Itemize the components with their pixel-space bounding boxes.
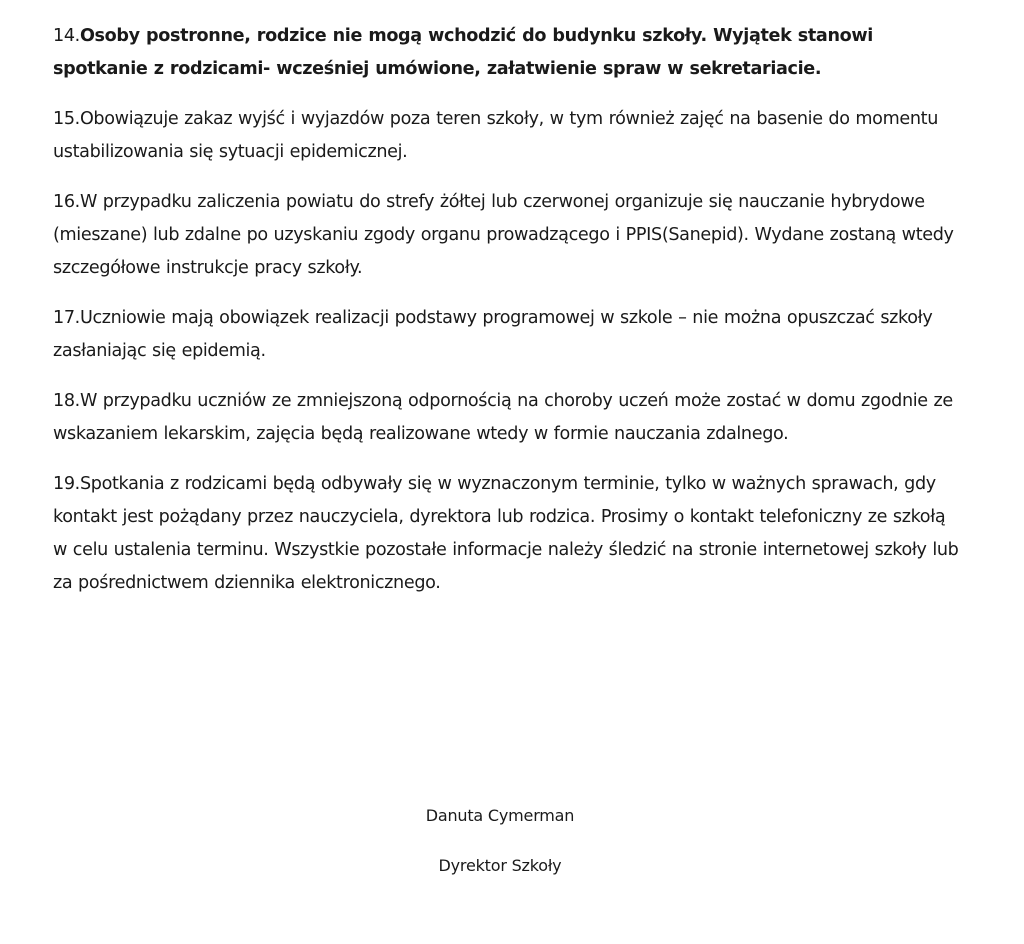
document-body [53, 20, 963, 617]
paragraph-text: W przypadku zaliczenia powiatu do strefy żółtej lub czerwonej organizuje się nauczanie hybrydowe (mieszane) lub zdalne po uzyskaniu zgody organu prowadzącego i PPIS(Sanepid). Wydane zostaną wtedy szczegółowe instrukcje pracy szkoły. [53, 192, 954, 278]
paragraph-number: 17. [53, 308, 80, 328]
paragraph-14 [53, 20, 963, 86]
paragraph-number: 15. [53, 109, 80, 129]
paragraph-number: 14. [53, 26, 80, 46]
paragraph-number: 18. [53, 391, 80, 411]
paragraph-15 [53, 103, 963, 169]
paragraph-17 [53, 302, 963, 368]
paragraph-18 [53, 385, 963, 451]
paragraph-text: Spotkania z rodzicami będą odbywały się w wyznaczonym terminie, tylko w ważnych sprawach, gdy kontakt jest pożądany przez nauczyciela, dyrektora lub rodzica. Prosimy o kontakt telefoniczny ze szkołą w celu ustalenia terminu. Wszystkie pozostałe informacje należy śledzić na stronie internetowej szkoły lub za pośrednictwem dziennika elektronicznego. [53, 474, 959, 593]
signature-role: Dyrektor Szkoły [438, 856, 562, 875]
paragraph-number: 19. [53, 474, 80, 494]
signature-name: Danuta Cymerman [425, 806, 575, 825]
paragraph-text: W przypadku uczniów ze zmniejszoną odpornością na choroby uczeń może zostać w domu zgodnie ze wskazaniem lekarskim, zajęcia będą realizowane wtedy w formie nauczania zdalnego. [53, 391, 953, 444]
paragraph-number: 16. [53, 192, 80, 212]
paragraph-19 [53, 468, 963, 600]
paragraph-16 [53, 186, 963, 285]
paragraph-text: Uczniowie mają obowiązek realizacji podstawy programowej w szkole – nie można opuszczać szkoły zasłaniając się epidemią. [53, 308, 933, 361]
paragraph-text: Osoby postronne, rodzice nie mogą wchodzić do budynku szkoły. Wyjątek stanowi spotkanie z rodzicami- wcześniej umówione, załatwienie spraw w sekretariacie. [53, 26, 873, 79]
paragraph-text: Obowiązuje zakaz wyjść i wyjazdów poza teren szkoły, w tym również zajęć na basenie do momentu ustabilizowania się sytuacji epidemicznej. [53, 109, 939, 162]
